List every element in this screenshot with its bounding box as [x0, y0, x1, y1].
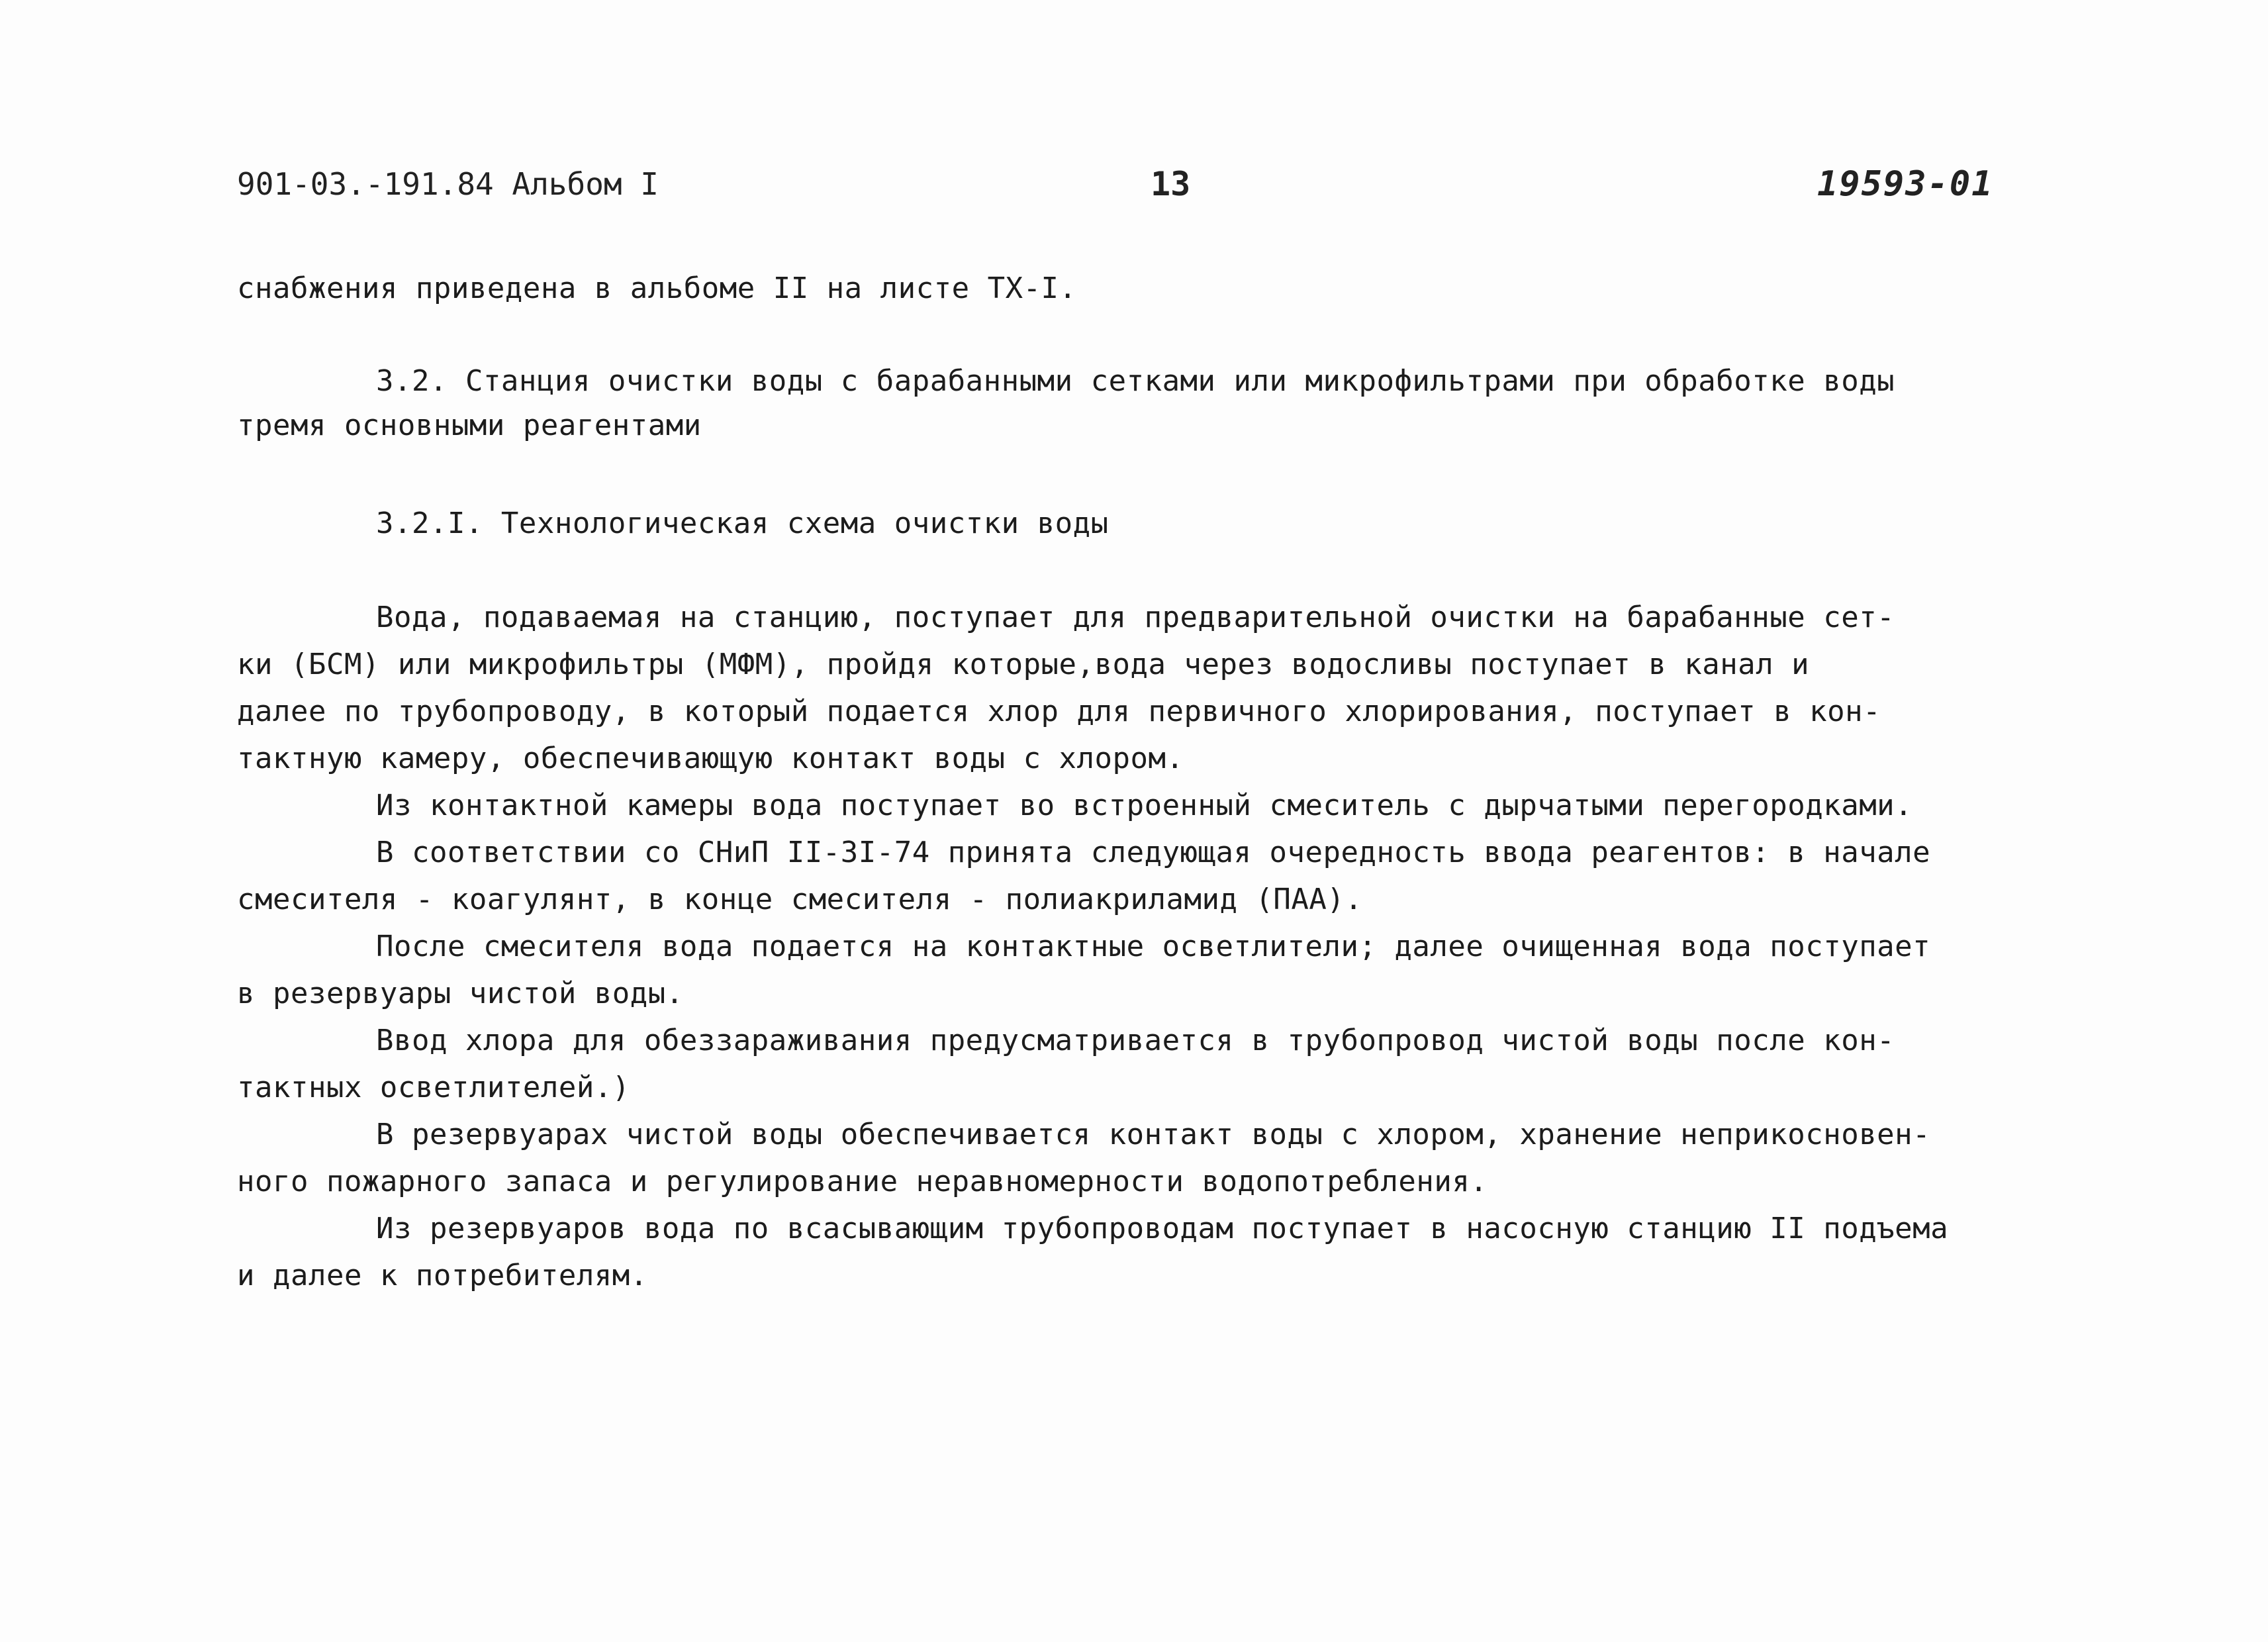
text-line: Из контактной камеры вода поступает во встроенный смеситель с дырчатыми перегородками.: [376, 789, 1913, 822]
section-3-2-heading: [237, 358, 2051, 449]
text-line: и далее к потребителям.: [237, 1259, 648, 1292]
text-line: тремя основными реагентами: [237, 409, 702, 442]
section-3-2-1-heading: [237, 500, 2051, 547]
text-line: В соответствии со СНиП II-3I-74 принята следующая очередность ввода реагентов: в начале: [376, 836, 1931, 869]
document-code: 901-03.-191.84 Альбом I: [237, 166, 659, 202]
paragraph-7: [237, 1205, 2051, 1299]
paragraph-5: [237, 1017, 2051, 1111]
text-line: смесителя - коагулянт, в конце смесителя - полиакриламид (ПАА).: [237, 883, 1363, 916]
text-line: тактных осветлителей.): [237, 1071, 630, 1104]
text-line: Ввод хлора для обеззараживания предусматривается в трубопровод чистой воды после кон-: [376, 1024, 1895, 1057]
text-line: далее по трубопроводу, в который подается хлор для первичного хлорирования, поступает в кон-: [237, 695, 1881, 728]
text-line: 3.2. Станция очистки воды с барабанными сетками или микрофильтрами при обработке воды: [376, 364, 1895, 398]
text-line: 3.2.I. Технологическая схема очистки воды: [376, 507, 1109, 540]
text-line: в резервуары чистой воды.: [237, 977, 684, 1010]
intro-text: [237, 265, 2051, 312]
text-line: В резервуарах чистой воды обеспечивается контакт воды с хлором, хранение неприкосновен-: [376, 1118, 1931, 1151]
paragraph-4: [237, 923, 2051, 1017]
paragraph-3: [237, 829, 2051, 923]
text-line: После смесителя вода подается на контактные осветлители; далее очищенная вода поступает: [376, 930, 1931, 963]
paragraph-2: [237, 782, 2051, 829]
text-line: снабжения приведена в альбоме II на листе ТХ-I.: [237, 271, 1077, 305]
text-line: Вода, подаваемая на станцию, поступает для предварительной очистки на барабанные сет-: [376, 601, 1895, 634]
page-number: 13: [1151, 165, 1191, 203]
text-line: ного пожарного запаса и регулирование неравномерности водопотребления.: [237, 1165, 1488, 1198]
paragraph-1: [237, 594, 2051, 782]
text-line: тактную камеру, обеспечивающую контакт воды с хлором.: [237, 742, 1184, 775]
paragraph-6: [237, 1111, 2051, 1205]
text-line: ки (БСМ) или микрофильтры (МФМ), пройдя которые,вода через водосливы поступает в канал и: [237, 648, 1810, 681]
text-line: Из резервуаров вода по всасывающим трубопроводам поступает в насосную станцию II подъема: [376, 1212, 1949, 1245]
sheet-number: 19593-01: [1817, 164, 1994, 204]
